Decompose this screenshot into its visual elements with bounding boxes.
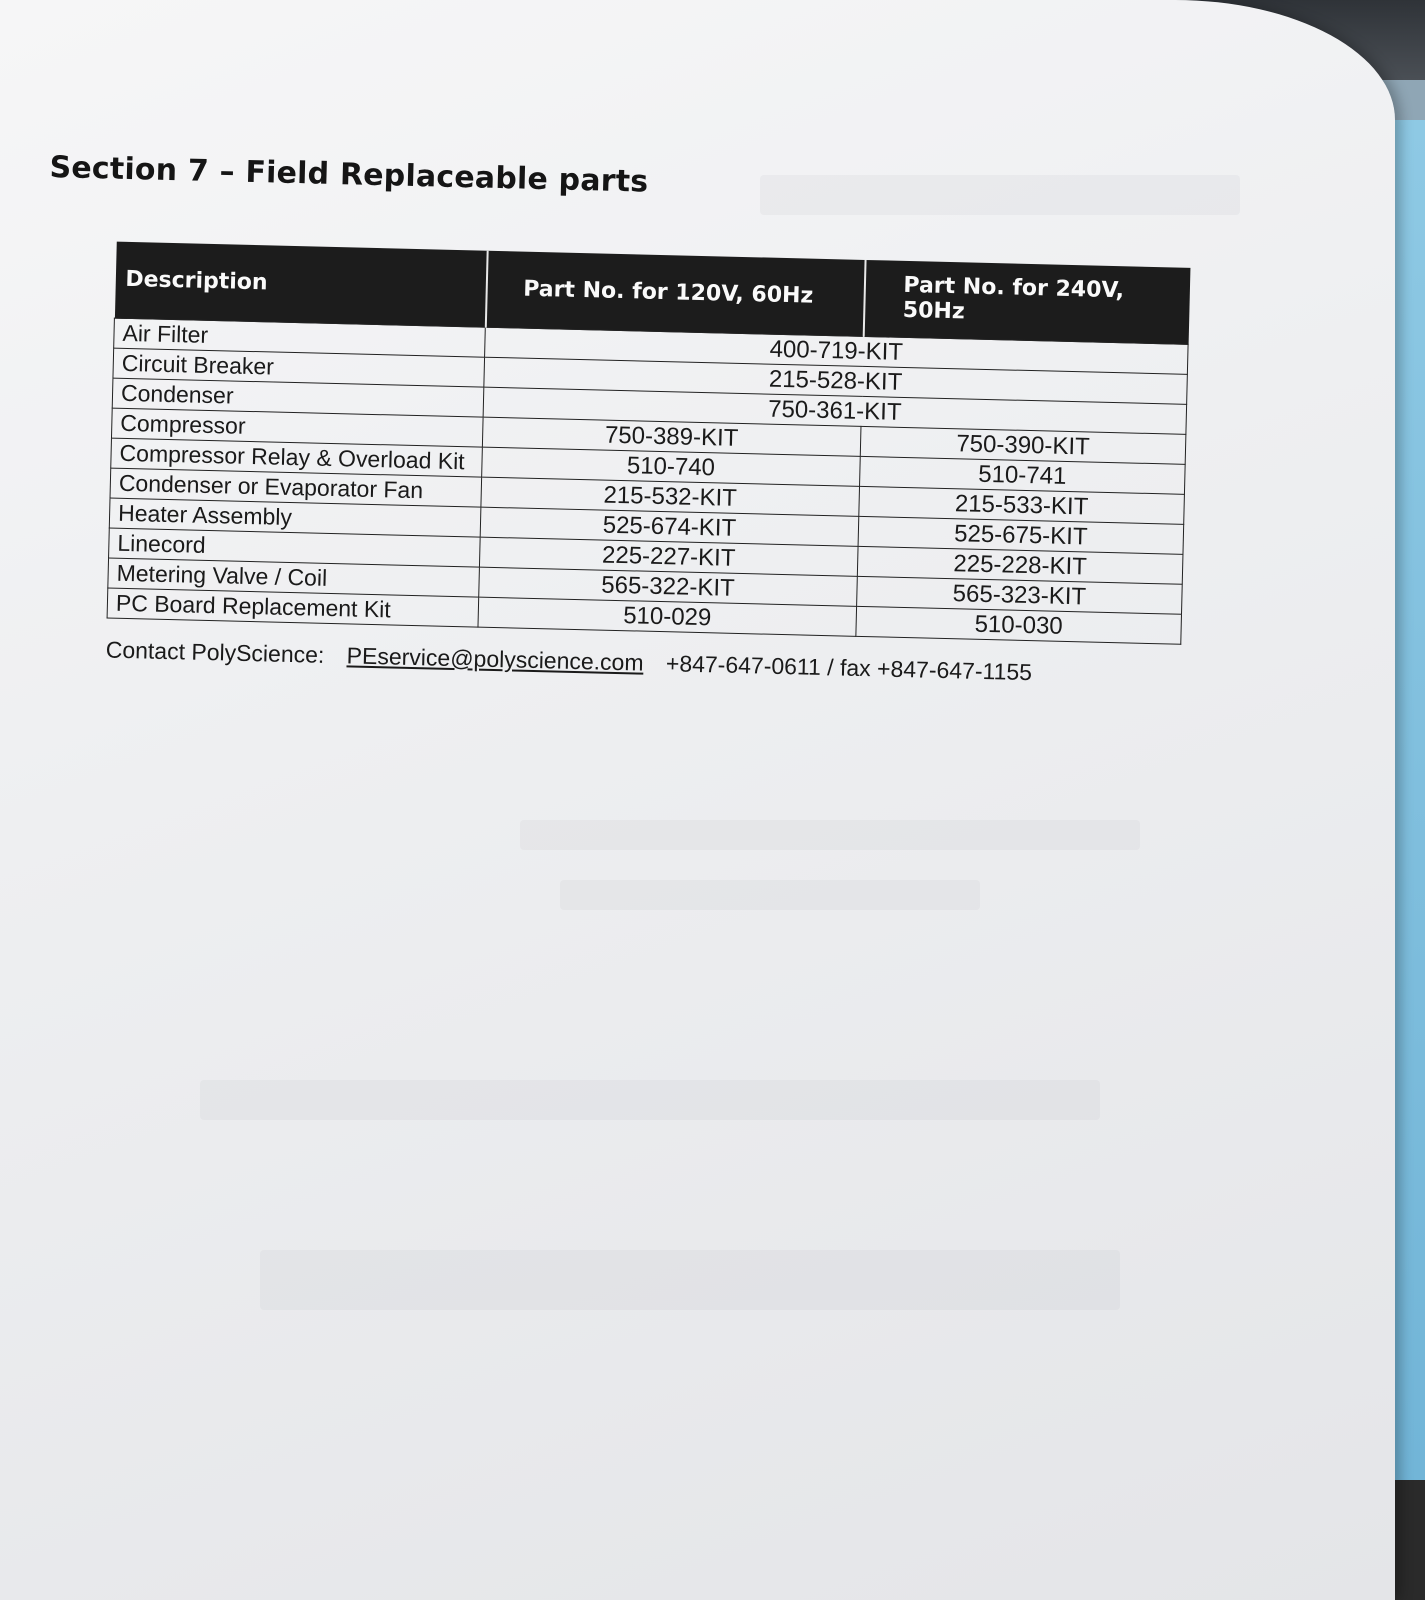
row-description: Circuit Breaker: [113, 348, 485, 387]
row-part-number-240v: 510-030: [856, 606, 1182, 644]
row-part-number-240v: 525-675-KIT: [858, 516, 1184, 554]
row-part-number-shared: 215-528-KIT: [484, 357, 1188, 404]
row-part-number-240v: 750-390-KIT: [860, 426, 1186, 464]
row-description: PC Board Replacement Kit: [107, 588, 479, 627]
row-part-number-120v: 750-389-KIT: [482, 417, 861, 456]
row-part-number-120v: 225-227-KIT: [479, 537, 858, 576]
contact-phone-fax: +847-647-0611 / fax +847-647-1155: [665, 650, 1033, 686]
bleed-through-text: [200, 1080, 1100, 1120]
column-header-description: Description: [114, 242, 487, 328]
row-part-number-120v: 510-029: [478, 597, 857, 636]
row-part-number-120v: 525-674-KIT: [480, 507, 859, 546]
row-description: Compressor Relay & Overload Kit: [111, 438, 483, 477]
bleed-through-text: [520, 820, 1140, 850]
row-description: Metering Valve / Coil: [108, 558, 480, 597]
row-part-number-240v: 565-323-KIT: [857, 576, 1183, 614]
row-part-number-120v: 215-532-KIT: [481, 477, 860, 516]
row-part-number-shared: 750-361-KIT: [483, 387, 1187, 434]
row-description: Air Filter: [114, 318, 486, 357]
bleed-through-text: [560, 880, 980, 910]
bleed-through-text: [260, 1250, 1120, 1310]
row-part-number-120v: 565-322-KIT: [479, 567, 858, 606]
column-header-240v: Part No. for 240V, 50Hz: [863, 260, 1190, 344]
row-description: Condenser or Evaporator Fan: [110, 468, 482, 507]
row-part-number-shared: 400-719-KIT: [485, 327, 1189, 374]
contact-line: [105, 637, 1187, 690]
contact-email-link[interactable]: PEservice@polyscience.com: [346, 642, 644, 676]
row-part-number-240v: 215-533-KIT: [859, 486, 1185, 524]
row-part-number-120v: 510-740: [482, 447, 861, 486]
row-description: Linecord: [109, 528, 481, 567]
row-part-number-240v: 225-228-KIT: [857, 546, 1183, 584]
column-header-120v: Part No. for 120V, 60Hz: [485, 251, 865, 337]
row-description: Compressor: [111, 408, 483, 447]
section-title: Section 7 – Field Replaceable parts: [49, 150, 649, 200]
row-description: Condenser: [112, 378, 484, 417]
parts-table: [107, 242, 1191, 645]
contact-label: Contact PolyScience:: [105, 636, 325, 668]
document-content: [37, 150, 1199, 690]
row-part-number-240v: 510-741: [860, 456, 1186, 494]
row-description: Heater Assembly: [109, 498, 481, 537]
